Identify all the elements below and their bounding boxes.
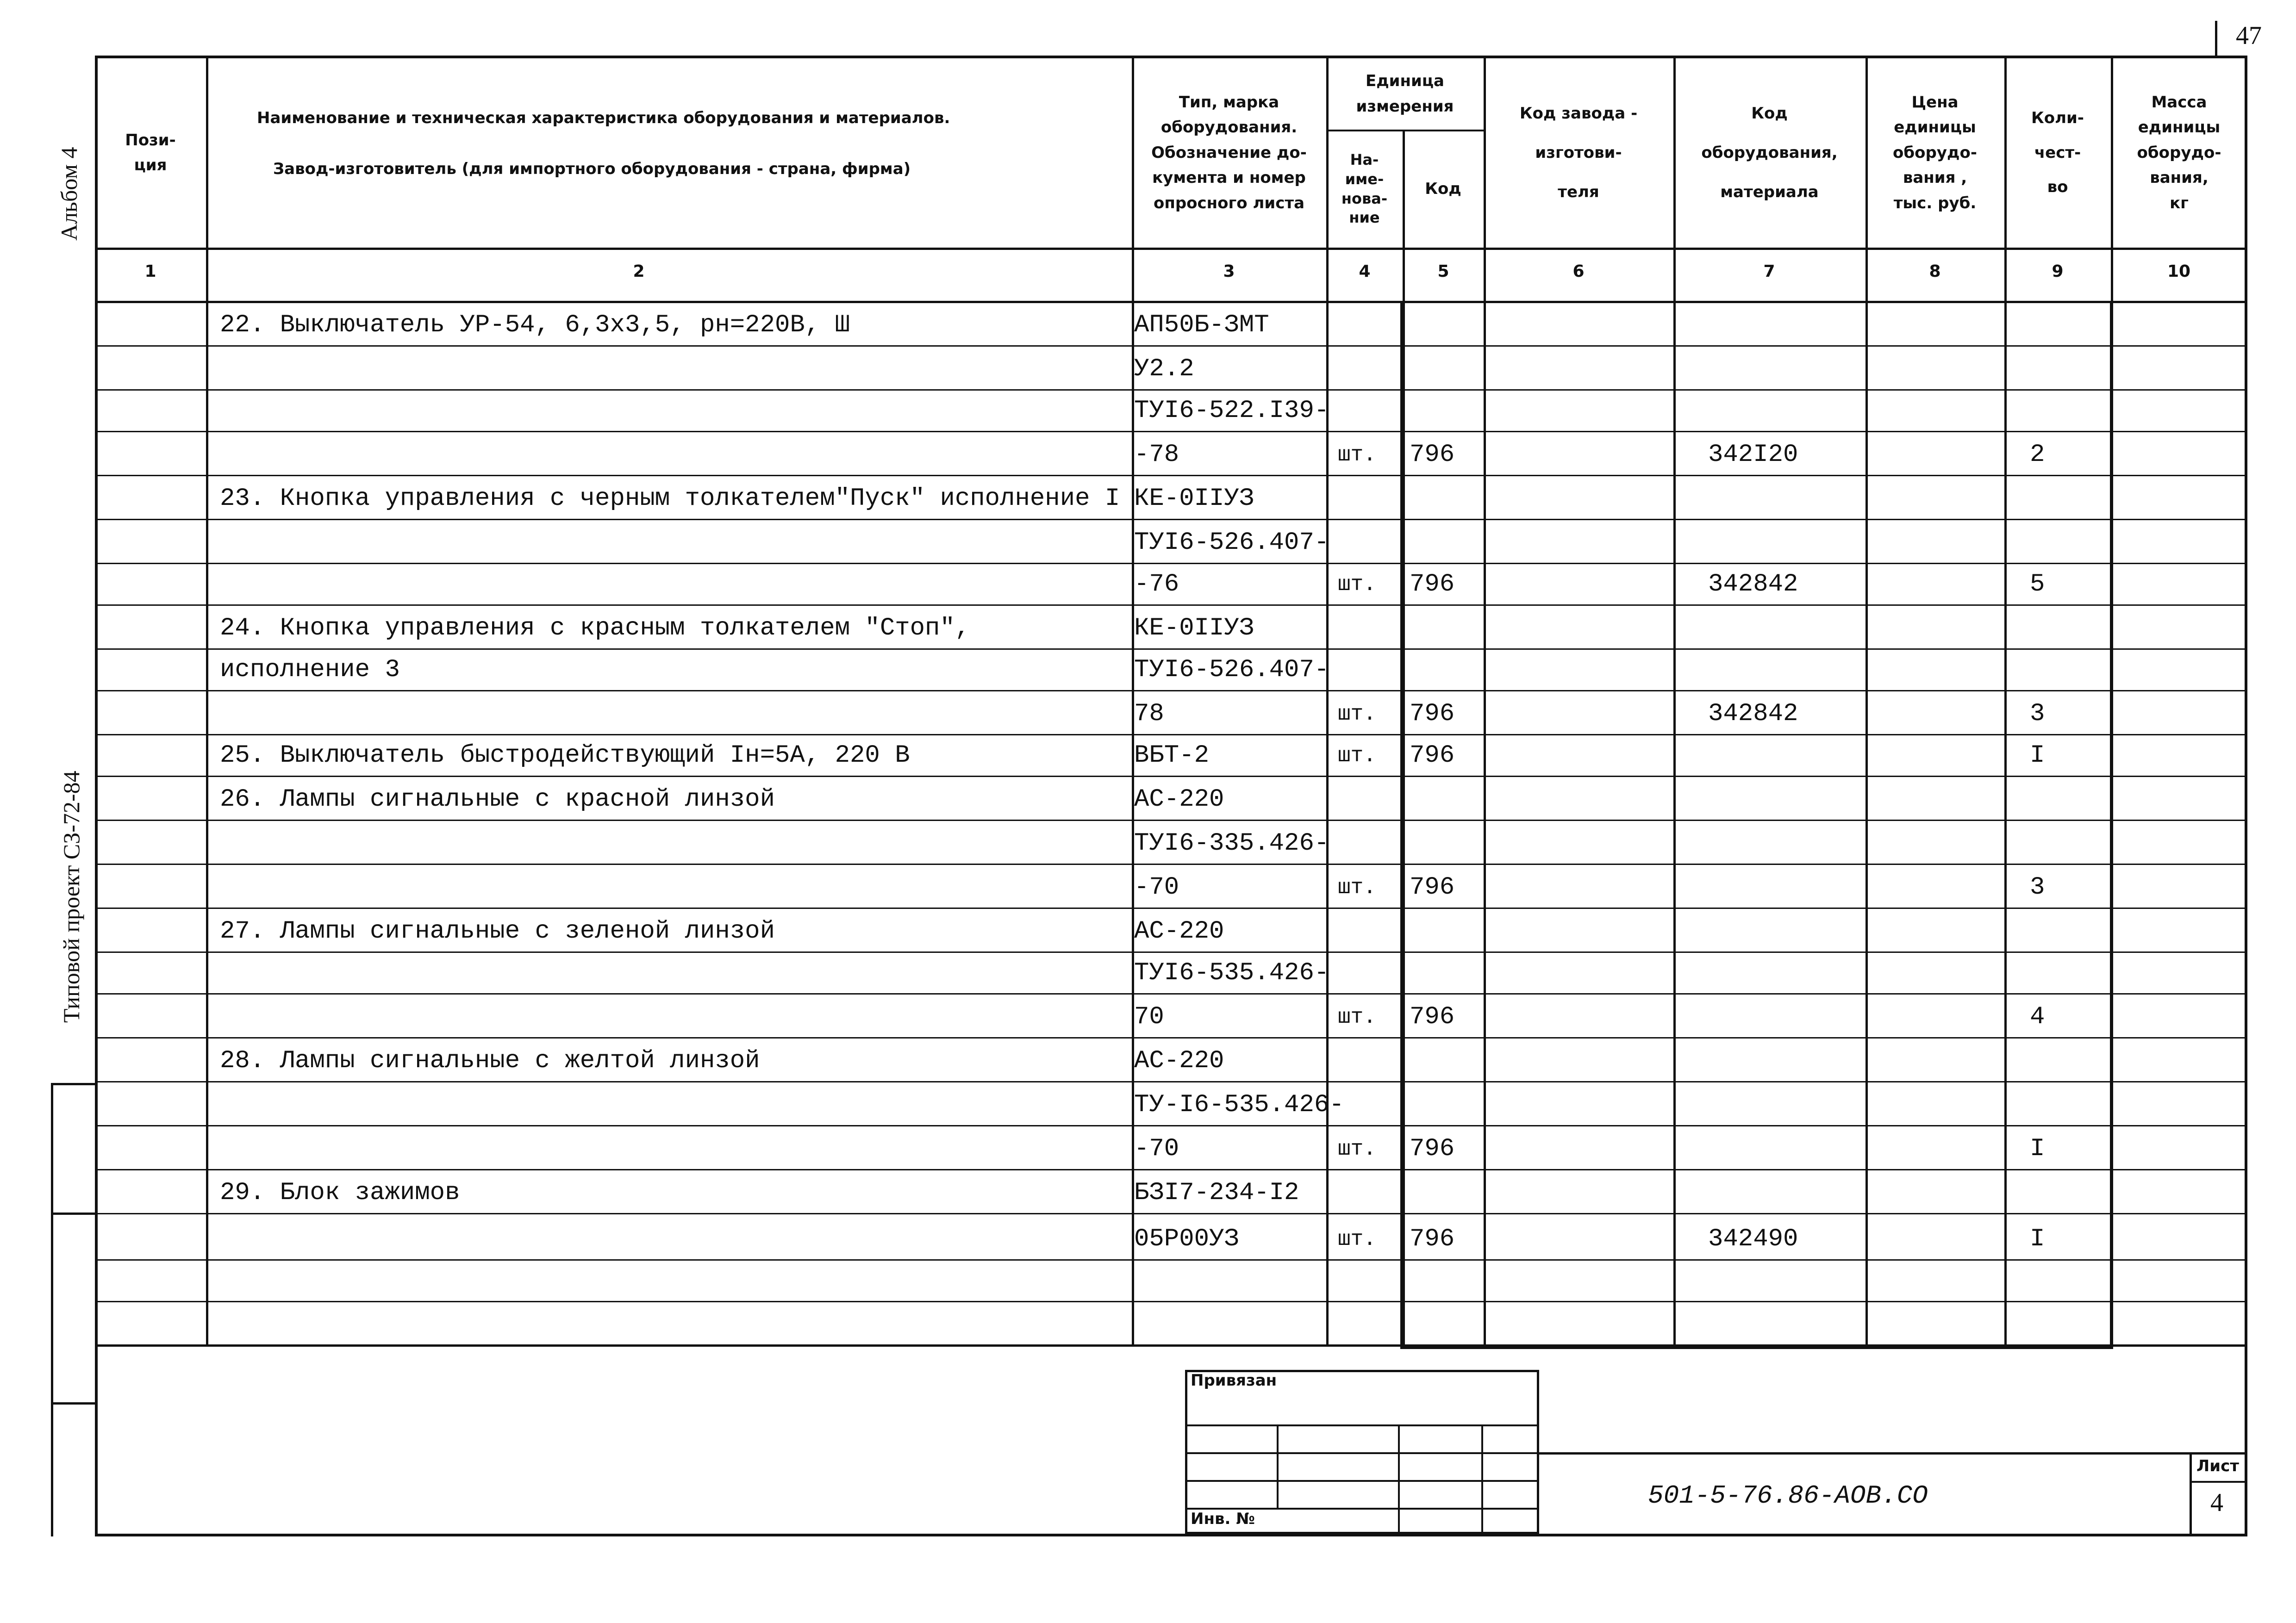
- page-number: 47: [2236, 21, 2262, 50]
- header-factory-code: Код завода - изготови- теля: [1519, 104, 1638, 201]
- row-name: 29. Блок зажимов: [220, 1179, 460, 1207]
- colnum-6: 6: [1572, 262, 1585, 281]
- header-name-line2: Завод-изготовитель (для импортного оборудования - страна, фирма): [273, 159, 911, 178]
- row-type: -70: [1134, 1135, 1179, 1163]
- stamp-tied-label: Привязан: [1191, 1371, 1277, 1390]
- sheet-label: Лист: [2196, 1457, 2239, 1475]
- row-unit-code: 796: [1410, 1225, 1455, 1253]
- row-line: [95, 563, 2247, 564]
- binding-strip-line: [51, 1083, 53, 1536]
- row-type: ТУI6-526.407-: [1134, 656, 1329, 684]
- stamp-inv-label: Инв. №: [1191, 1510, 1255, 1528]
- row-name: 28. Лампы сигнальные с желтой линзой: [220, 1047, 760, 1075]
- row-unit-code: 796: [1410, 873, 1455, 902]
- row-unit: шт.: [1338, 744, 1376, 768]
- binding-strip-line: [51, 1083, 97, 1085]
- row-type: У2.2: [1134, 355, 1194, 383]
- row-line: [95, 993, 2247, 995]
- sheet-box-line: [2190, 1481, 2247, 1483]
- stamp-grid-line: [1185, 1424, 1539, 1426]
- row-line: [95, 389, 2247, 391]
- column-line: [1326, 56, 1329, 1347]
- row-type: ТУ-I6-535.426-: [1134, 1091, 1344, 1119]
- row-unit: шт.: [1338, 1227, 1376, 1251]
- row-line: [95, 519, 2247, 520]
- colnum-4: 4: [1359, 262, 1371, 281]
- row-quantity: I: [2030, 741, 2045, 770]
- row-line: [95, 734, 2247, 735]
- row-line: [95, 1169, 2247, 1170]
- row-equipment-code: 342490: [1708, 1225, 1798, 1253]
- row-unit: шт.: [1338, 876, 1376, 900]
- header-unit-name: На- име- нова- ние: [1341, 151, 1388, 227]
- row-quantity: 4: [2030, 1003, 2045, 1031]
- column-line: [206, 56, 208, 1347]
- project-label: Типовой проект СЗ-72-84: [58, 771, 84, 1023]
- sheet-number: 4: [2210, 1488, 2223, 1517]
- row-line: [95, 951, 2247, 953]
- header-type: Тип, марка оборудования. Обозначение до- кумента и номер опросного листа: [1151, 93, 1307, 212]
- stamp-grid-line: [1277, 1424, 1279, 1508]
- row-unit-code: 796: [1410, 1135, 1455, 1163]
- row-type: 70: [1134, 1003, 1164, 1031]
- designation-top-line: [1539, 1452, 2247, 1455]
- colnum-2: 2: [633, 262, 645, 281]
- row-type: БЗI7-234-I2: [1134, 1179, 1299, 1207]
- row-line: [95, 820, 2247, 821]
- row-line: [95, 1259, 2247, 1261]
- row-line: [95, 864, 2247, 865]
- colnum-1: 1: [144, 262, 156, 281]
- row-name: исполнение 3: [220, 656, 400, 684]
- row-line: [95, 604, 2247, 606]
- row-type: АП50Б-ЗМТ: [1134, 311, 1269, 339]
- row-unit-code: 796: [1410, 441, 1455, 469]
- row-unit-code: 796: [1410, 700, 1455, 728]
- row-quantity: 3: [2030, 873, 2045, 902]
- row-line: [95, 1301, 2247, 1302]
- row-line: [95, 908, 2247, 909]
- row-equipment-code: 342842: [1708, 570, 1798, 598]
- row-line: [95, 1037, 2247, 1038]
- row-line: [95, 690, 2247, 691]
- row-line: [95, 648, 2247, 650]
- sheet-box-line: [2190, 1452, 2192, 1534]
- row-line: [95, 431, 2247, 432]
- stamp-grid-line: [1398, 1424, 1400, 1536]
- header-unit-code: Код: [1425, 180, 1461, 199]
- document-designation: 501-5-76.86-АОВ.СО: [1648, 1481, 1928, 1511]
- stamp-grid-line: [1185, 1480, 1539, 1482]
- header-name-line1: Наименование и техническая характеристика оборудования и материалов.: [257, 108, 950, 127]
- row-name: 25. Выключатель быстродействующий Iн=5А, 220 В: [220, 741, 910, 770]
- row-type: АС-220: [1134, 917, 1224, 945]
- header-mass: Масса единицы оборудо- вания, кг: [2137, 93, 2221, 212]
- row-unit: шт.: [1338, 443, 1376, 467]
- row-line: [95, 1081, 2247, 1082]
- stamp-grid-line: [1185, 1452, 1539, 1454]
- row-unit-code: 796: [1410, 570, 1455, 598]
- row-line: [95, 475, 2247, 476]
- row-equipment-code: 342842: [1708, 700, 1798, 728]
- stamp-top-line: [95, 1344, 2247, 1347]
- row-name: 23. Кнопка управления с черным толкателем"Пуск" исполнение I: [220, 485, 1120, 513]
- row-line: [95, 776, 2247, 777]
- row-type: ТУI6-535.426-: [1134, 959, 1329, 987]
- header-position: Пози- ция: [125, 131, 176, 174]
- row-unit: шт.: [1338, 1137, 1376, 1161]
- row-unit: шт.: [1338, 1005, 1376, 1029]
- row-unit: шт.: [1338, 702, 1376, 726]
- row-line: [95, 345, 2247, 347]
- row-quantity: I: [2030, 1225, 2045, 1253]
- row-type: АС-220: [1134, 1047, 1224, 1075]
- row-type: 78: [1134, 700, 1164, 728]
- colnum-3: 3: [1223, 262, 1235, 281]
- row-line: [95, 1213, 2247, 1214]
- row-unit-code: 796: [1410, 1003, 1455, 1031]
- row-type: ТУI6-522.I39-: [1134, 397, 1329, 425]
- row-quantity: I: [2030, 1135, 2045, 1163]
- header-equipment-code: Код оборудования, материала: [1701, 104, 1838, 201]
- page-number-mark: [2215, 21, 2217, 58]
- row-quantity: 2: [2030, 441, 2045, 469]
- row-name: 24. Кнопка управления с красным толкателем "Стоп",: [220, 614, 970, 642]
- row-type: ВБТ-2: [1134, 741, 1210, 770]
- row-unit: шт.: [1338, 572, 1376, 597]
- album-label: Альбом 4: [56, 147, 82, 241]
- row-equipment-code: 342I20: [1708, 441, 1798, 469]
- colnum-5: 5: [1437, 262, 1449, 281]
- row-quantity: 5: [2030, 570, 2045, 598]
- header-unit-group: Единица измерения: [1356, 72, 1454, 116]
- row-name: 26. Лампы сигнальные с красной линзой: [220, 785, 775, 814]
- header-quantity: Коли- чест- во: [2031, 108, 2084, 197]
- row-quantity: 3: [2030, 700, 2045, 728]
- row-type: КЕ-0IIУЗ: [1134, 614, 1254, 642]
- header-bottom-line: [95, 248, 2247, 250]
- row-type: ТУI6-335.426-: [1134, 829, 1329, 858]
- row-type: -76: [1134, 570, 1179, 598]
- row-type: АС-220: [1134, 785, 1224, 814]
- colnum-9: 9: [2052, 262, 2064, 281]
- row-type: 05Р00УЗ: [1134, 1225, 1239, 1253]
- binding-strip-line: [51, 1402, 97, 1405]
- header-price: Цена единицы оборудо- вания , тыс. руб.: [1893, 93, 1977, 212]
- binding-strip-line: [51, 1213, 97, 1215]
- row-name: 27. Лампы сигнальные с зеленой линзой: [220, 917, 775, 945]
- row-type: КЕ-0IIУЗ: [1134, 485, 1254, 513]
- row-name: 22. Выключатель УР-54, 6,3х3,5, рн=220В, Ш: [220, 311, 850, 339]
- colnum-7: 7: [1763, 262, 1775, 281]
- row-type: -70: [1134, 873, 1179, 902]
- row-type: -78: [1134, 441, 1179, 469]
- colnum-10: 10: [2167, 262, 2191, 281]
- colnum-8: 8: [1929, 262, 1941, 281]
- row-type: ТУI6-526.407-: [1134, 529, 1329, 557]
- row-unit-code: 796: [1410, 741, 1455, 770]
- stamp-grid-line: [1481, 1424, 1483, 1536]
- row-line: [95, 1125, 2247, 1126]
